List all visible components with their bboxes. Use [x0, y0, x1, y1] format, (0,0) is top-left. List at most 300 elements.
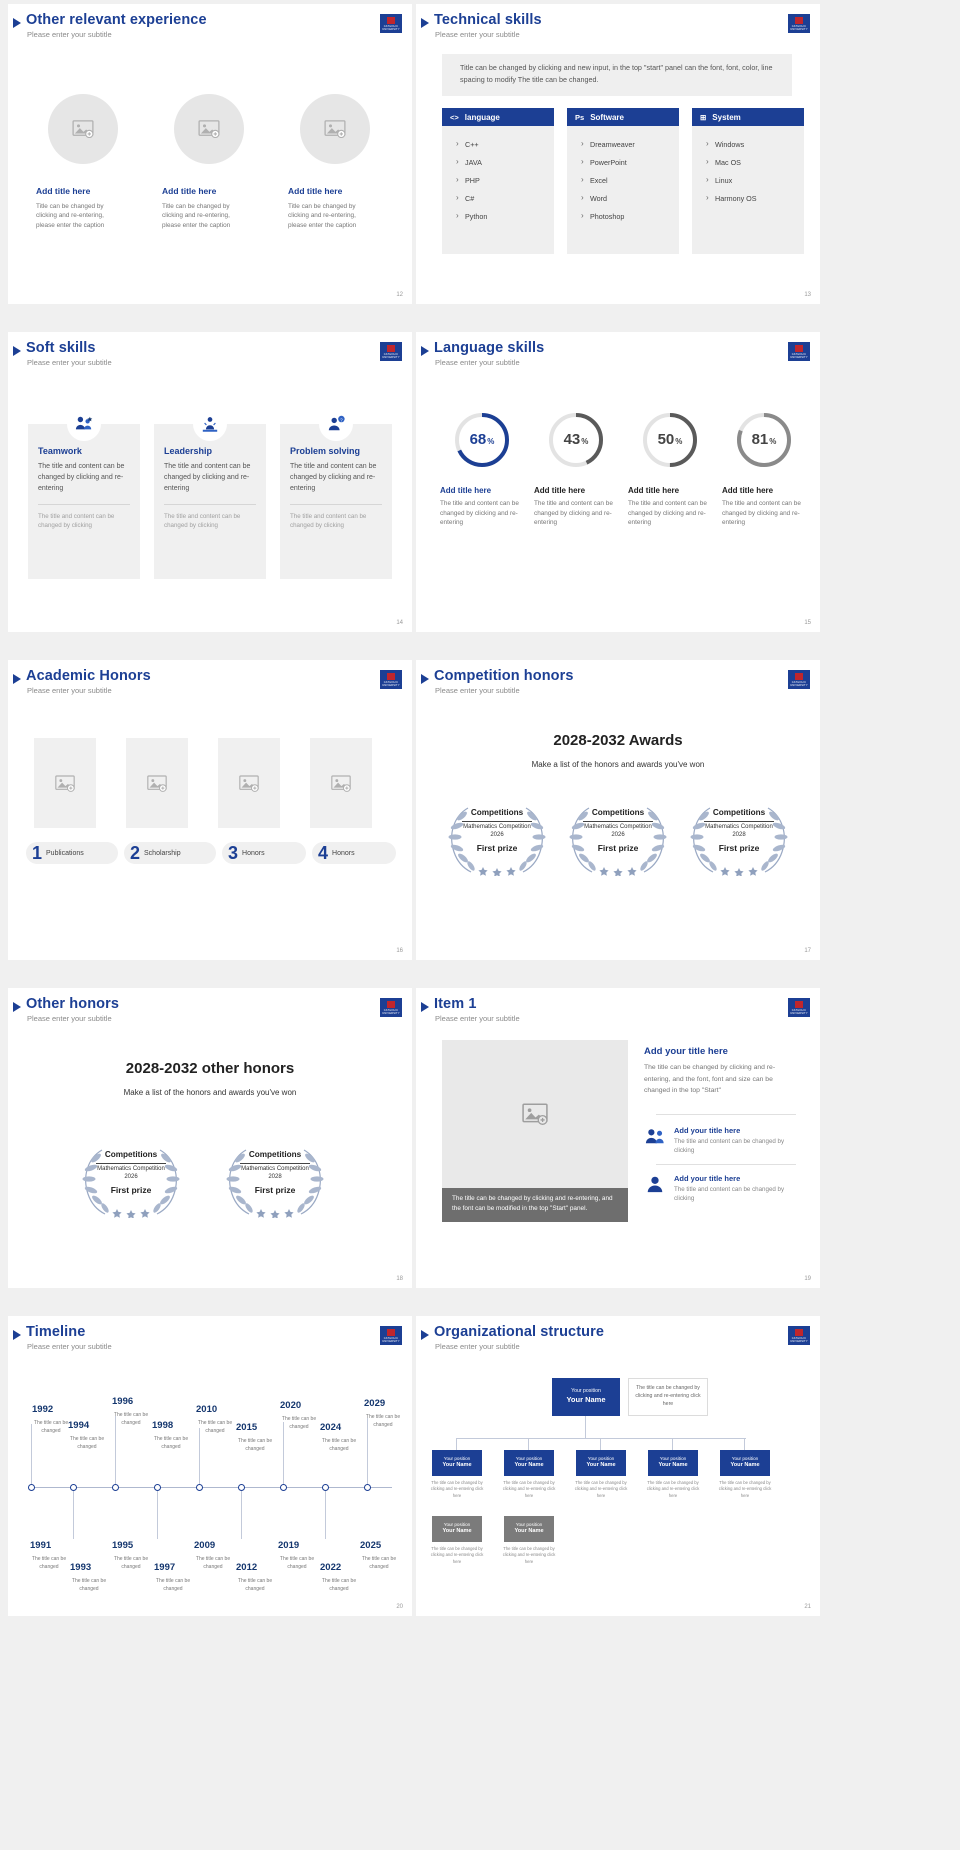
- column-body: [442, 126, 554, 254]
- wreath-prize: First prize: [110, 1185, 152, 1195]
- timeline-dot[interactable]: [196, 1484, 203, 1491]
- timeline-dot[interactable]: [112, 1484, 119, 1491]
- pill-number: 2: [130, 843, 141, 863]
- award-wreath-1[interactable]: [438, 798, 556, 876]
- list-item: › Photoshop: [581, 212, 673, 221]
- slide-number: 14: [396, 620, 403, 626]
- divider: [96, 1163, 166, 1164]
- university-logo-icon: CATHOLIC UNIVERSITY: [380, 670, 402, 689]
- slide-competition-honors[interactable]: [416, 660, 820, 960]
- ring-title: Add title here: [440, 486, 492, 495]
- org-node-4[interactable]: [648, 1450, 698, 1476]
- timeline-dot[interactable]: [154, 1484, 161, 1491]
- card-footer: The title and content can be changed by clicking: [38, 512, 115, 529]
- page-subtitle: Please enter your subtitle: [27, 30, 112, 39]
- item-title-1: Add title here: [36, 186, 91, 196]
- timeline-year: 2029: [364, 1398, 386, 1409]
- org-name: Your Name: [514, 1528, 544, 1535]
- wreath-meta-1: Mathematics Competition: [705, 824, 773, 830]
- timeline-dot[interactable]: [280, 1484, 287, 1491]
- timeline-text: The title can be changed: [155, 1578, 191, 1592]
- slide-timeline[interactable]: [8, 1316, 412, 1616]
- list-item: › Excel: [581, 176, 673, 185]
- photo-placeholder-2[interactable]: [174, 94, 244, 164]
- photo-placeholder-1[interactable]: [48, 94, 118, 164]
- ring-unit: %: [487, 437, 495, 446]
- wreath-meta-2: 2026: [611, 832, 625, 838]
- divider: [462, 821, 532, 822]
- org-root-note: The title can be changed by clicking and re-entering click here: [628, 1378, 708, 1416]
- ring-body: The title and content can be changed by clicking and re-entering: [628, 500, 707, 527]
- org-caption: The title can be changed by clicking and re-entering click here: [574, 1480, 628, 1498]
- page-title: Competition honors: [434, 668, 574, 684]
- wreath-meta-2: 2028: [268, 1174, 282, 1180]
- timeline-text: The title can be changed: [71, 1578, 107, 1592]
- org-name: Your Name: [658, 1462, 688, 1469]
- university-logo-icon: CATHOLIC UNIVERSITY: [788, 14, 810, 33]
- people-icon: [644, 1126, 666, 1156]
- honor-pill-3[interactable]: [222, 842, 306, 864]
- ring-unit: %: [769, 437, 777, 446]
- divider: [656, 1164, 796, 1165]
- pill-number: 1: [32, 843, 43, 863]
- timeline-stem: [325, 1491, 326, 1539]
- awards-lead: Make a list of the honors and awards you've won: [123, 1088, 297, 1097]
- language-ring-1[interactable]: [440, 410, 524, 528]
- language-ring-3[interactable]: [628, 410, 712, 528]
- wreath-prize: First prize: [597, 843, 639, 853]
- image-placeholder-icon: [239, 775, 259, 792]
- wreath-meta-1: Mathematics Competition: [241, 1166, 309, 1172]
- arrow-icon: [13, 1330, 21, 1340]
- org-name: Your Name: [730, 1462, 760, 1469]
- timeline-text: The title can be changed: [33, 1420, 69, 1434]
- slide-number: 13: [804, 292, 811, 298]
- image-placeholder-icon: [331, 775, 351, 792]
- pill-number: 4: [318, 843, 329, 863]
- list-item: › JAVA: [456, 158, 548, 167]
- code-icon: <>: [450, 112, 459, 122]
- page-subtitle: Please enter your subtitle: [435, 686, 520, 695]
- slide-number: 20: [396, 1604, 403, 1610]
- pill-label: Scholarship: [144, 849, 181, 857]
- item-title-2: Add title here: [162, 186, 217, 196]
- timeline-year: 2019: [278, 1540, 300, 1551]
- org-node-7[interactable]: [504, 1516, 554, 1542]
- timeline-text: The title can be changed: [279, 1556, 315, 1570]
- column-title: language: [464, 112, 500, 122]
- page-title: Timeline: [26, 1324, 86, 1340]
- timeline-text: The title can be changed: [361, 1556, 397, 1570]
- org-caption: The title can be changed by clicking and re-entering click here: [646, 1480, 700, 1498]
- timeline-year: 1996: [112, 1396, 134, 1407]
- ring-body: The title and content can be changed by clicking and re-entering: [722, 500, 801, 527]
- slide-organizational-structure[interactable]: [416, 1316, 820, 1616]
- slide-number: 19: [804, 1276, 811, 1282]
- honor-image-4[interactable]: [310, 738, 372, 828]
- wreath-name: Competitions: [712, 808, 766, 817]
- timeline-text: The title can be changed: [195, 1556, 231, 1570]
- org-connector: [456, 1438, 457, 1450]
- honor-image-1[interactable]: [34, 738, 96, 828]
- timeline-year: 1997: [154, 1562, 176, 1573]
- slide-number: 18: [396, 1276, 403, 1282]
- slide-number: 12: [396, 292, 403, 298]
- slide-other-honors[interactable]: [8, 988, 412, 1288]
- org-caption: The title can be changed by clicking and re-entering click here: [430, 1546, 484, 1564]
- timeline-text: The title can be changed: [365, 1414, 401, 1428]
- arrow-icon: [13, 18, 21, 28]
- progress-ring: [734, 410, 794, 470]
- page-title: Other honors: [26, 996, 120, 1012]
- photoshop-icon: Ps: [575, 112, 585, 122]
- ring-title: Add title here: [534, 486, 586, 495]
- university-logo-icon: CATHOLIC UNIVERSITY: [380, 14, 402, 33]
- award-wreath-3[interactable]: [680, 798, 798, 876]
- awards-lead: Make a list of the honors and awards you've won: [531, 760, 705, 769]
- item-body-1: Title can be changed by clicking and re-entering, please enter the caption: [36, 203, 105, 229]
- org-node-6[interactable]: [432, 1516, 482, 1542]
- timeline-dot[interactable]: [238, 1484, 245, 1491]
- teamwork-icon: [67, 407, 101, 441]
- wreath-prize: First prize: [718, 843, 760, 853]
- card-title: Teamwork: [38, 446, 82, 456]
- arrow-icon: [421, 674, 429, 684]
- org-name: Your Name: [442, 1528, 472, 1535]
- arrow-icon: [421, 18, 429, 28]
- problem-solving-icon: [319, 407, 353, 441]
- timeline-year: 2015: [236, 1422, 258, 1433]
- page-subtitle: Please enter your subtitle: [27, 358, 112, 367]
- awards-heading: 2028-2032 other honors: [125, 1060, 295, 1077]
- org-caption: The title can be changed by clicking and re-entering click here: [718, 1480, 772, 1498]
- university-logo-icon: CATHOLIC UNIVERSITY: [380, 998, 402, 1017]
- page-subtitle: Please enter your subtitle: [27, 686, 112, 695]
- university-logo-icon: CATHOLIC UNIVERSITY: [788, 342, 810, 361]
- ring-value: 68: [469, 431, 487, 448]
- list-item: › C#: [456, 194, 548, 203]
- honor-pill-2[interactable]: [124, 842, 216, 864]
- org-root-box[interactable]: [552, 1378, 620, 1416]
- column-header: [442, 108, 554, 126]
- org-role: Your position: [515, 1455, 543, 1461]
- progress-ring: [452, 410, 512, 470]
- other-honor-wreath-1[interactable]: [72, 1140, 190, 1218]
- org-role: Your position: [587, 1455, 615, 1461]
- divider: [583, 821, 653, 822]
- column-title: System: [712, 112, 741, 122]
- org-caption: The title can be changed by clicking and re-entering click here: [430, 1480, 484, 1498]
- slide-academic-honors[interactable]: [8, 660, 412, 960]
- person-icon: [644, 1174, 666, 1204]
- timeline-text: The title can be changed: [153, 1436, 189, 1450]
- timeline-stem: [73, 1491, 74, 1539]
- ring-body: The title and content can be changed by clicking and re-entering: [534, 500, 613, 527]
- timeline-year: 2024: [320, 1422, 342, 1433]
- page-subtitle: Please enter your subtitle: [27, 1014, 112, 1023]
- timeline-stem: [241, 1491, 242, 1539]
- list-item: › Linux: [706, 176, 798, 185]
- image-caption: The title can be changed by clicking and re-entering, and the font can be modified in the top "Start" panel.: [442, 1188, 628, 1222]
- wreath-meta-1: Mathematics Competition: [463, 824, 531, 830]
- ring-value: 50: [657, 431, 675, 448]
- timeline-text: The title can be changed: [281, 1416, 317, 1430]
- photo-placeholder-3[interactable]: [300, 94, 370, 164]
- honor-pill-4[interactable]: [312, 842, 396, 864]
- list-item: › Dreamweaver: [581, 140, 673, 149]
- timeline-text: The title can be changed: [321, 1578, 357, 1592]
- timeline-stem: [157, 1491, 158, 1539]
- language-ring-4[interactable]: [722, 410, 806, 528]
- column-body: [567, 126, 679, 254]
- column-title: Software: [590, 112, 624, 122]
- wreath-prize: First prize: [254, 1185, 296, 1195]
- page-subtitle: Please enter your subtitle: [435, 358, 520, 367]
- item-title-3: Add title here: [288, 186, 343, 196]
- page-title: Academic Honors: [26, 668, 151, 684]
- list-item: › Word: [581, 194, 673, 203]
- university-logo-icon: CATHOLIC UNIVERSITY: [380, 1326, 402, 1345]
- wreath-name: Competitions: [470, 808, 524, 817]
- awards-heading: 2028-2032 Awards: [553, 732, 683, 749]
- pill-label: Honors: [242, 849, 265, 857]
- detail-row-2[interactable]: [644, 1174, 796, 1204]
- timeline-text: The title can be changed: [69, 1436, 105, 1450]
- ring-body: The title and content can be changed by clicking and re-entering: [440, 500, 519, 527]
- arrow-icon: [13, 674, 21, 684]
- timeline-year: 1998: [152, 1420, 174, 1431]
- university-logo-icon: CATHOLIC UNIVERSITY: [788, 998, 810, 1017]
- wreath-prize: First prize: [476, 843, 518, 853]
- org-role: Your position: [659, 1455, 687, 1461]
- list-item: › Mac OS: [706, 158, 798, 167]
- card-title: Problem solving: [290, 446, 361, 456]
- divider: [656, 1114, 796, 1115]
- ring-title: Add title here: [722, 486, 774, 495]
- list-item: › Harmony OS: [706, 194, 798, 203]
- wreath-meta-1: Mathematics Competition: [97, 1166, 165, 1172]
- right-title: Add your title here: [644, 1046, 728, 1057]
- image-placeholder-icon: [324, 120, 346, 138]
- page-subtitle: Please enter your subtitle: [435, 1014, 520, 1023]
- timeline-dot[interactable]: [28, 1484, 35, 1491]
- skill-column-software[interactable]: [567, 108, 679, 254]
- timeline-axis: [28, 1487, 392, 1488]
- item-body-3: Title can be changed by clicking and re-entering, please enter the caption: [288, 203, 357, 229]
- page-title: Organizational structure: [434, 1324, 604, 1340]
- timeline-year: 1993: [70, 1562, 92, 1573]
- slide-technical-skills[interactable]: [416, 4, 820, 304]
- org-role: Your position: [443, 1521, 471, 1527]
- row-title: Add your title here: [674, 1126, 741, 1135]
- arrow-icon: [13, 1002, 21, 1012]
- ring-unit: %: [581, 437, 589, 446]
- detail-row-1[interactable]: [644, 1126, 796, 1156]
- image-placeholder-icon: [72, 120, 94, 138]
- org-node-5[interactable]: [720, 1450, 770, 1476]
- slide-other-relevant-experience[interactable]: [8, 4, 412, 304]
- org-name: Your Name: [514, 1462, 544, 1469]
- timeline-dot[interactable]: [70, 1484, 77, 1491]
- language-ring-2[interactable]: [534, 410, 618, 528]
- org-connector: [528, 1438, 529, 1450]
- timeline-dot[interactable]: [364, 1484, 371, 1491]
- list-item: › C++: [456, 140, 548, 149]
- right-body: The title can be changed by clicking and re-entering, and the font, font and size can be changed in the top "Start": [644, 1064, 776, 1095]
- org-connector: [672, 1438, 673, 1450]
- ring-value: 43: [563, 431, 581, 448]
- wreath-meta-2: 2026: [490, 832, 504, 838]
- slide-number: 15: [804, 620, 811, 626]
- page-subtitle: Please enter your subtitle: [435, 1342, 520, 1351]
- pill-label: Honors: [332, 849, 355, 857]
- slide-number: 17: [804, 948, 811, 954]
- org-role: Your position: [515, 1521, 543, 1527]
- soft-skill-card-leadership[interactable]: [154, 424, 266, 579]
- pill-number: 3: [228, 843, 239, 863]
- university-logo-icon: CATHOLIC UNIVERSITY: [788, 1326, 810, 1345]
- ring-title: Add title here: [628, 486, 680, 495]
- windows-icon: ⊞: [700, 112, 707, 122]
- timeline-year: 1994: [68, 1420, 90, 1431]
- arrow-icon: [13, 346, 21, 356]
- slide-number: 21: [804, 1604, 811, 1610]
- timeline-year: 1991: [30, 1540, 52, 1551]
- card-body: The title and content can be changed by clicking and re-entering: [38, 463, 125, 492]
- column-header: [692, 108, 804, 126]
- card-footer: The title and content can be changed by clicking: [290, 512, 367, 529]
- award-wreath-2[interactable]: [559, 798, 677, 876]
- timeline-year: 1992: [32, 1404, 54, 1415]
- card-title: Leadership: [164, 446, 213, 456]
- list-item: › PowerPoint: [581, 158, 673, 167]
- slide-soft-skills[interactable]: [8, 332, 412, 632]
- page-title: Technical skills: [434, 12, 542, 28]
- timeline-year: 1995: [112, 1540, 134, 1551]
- list-item: › Python: [456, 212, 548, 221]
- timeline-stem: [199, 1428, 200, 1484]
- item-body-2: Title can be changed by clicking and re-entering, please enter the caption: [162, 203, 231, 229]
- wreath-name: Competitions: [591, 808, 645, 817]
- skill-column-system[interactable]: [692, 108, 804, 254]
- other-honor-wreath-2[interactable]: [216, 1140, 334, 1218]
- honor-pill-row: [26, 842, 396, 864]
- org-node-3[interactable]: [576, 1450, 626, 1476]
- timeline-year: 2020: [280, 1400, 302, 1411]
- leadership-icon: [193, 407, 227, 441]
- arrow-icon: [421, 1330, 429, 1340]
- org-name: Your Name: [442, 1462, 472, 1469]
- page-title: Language skills: [434, 340, 545, 356]
- arrow-icon: [421, 346, 429, 356]
- timeline-year: 2025: [360, 1540, 382, 1551]
- slide-language-skills[interactable]: [416, 332, 820, 632]
- slide-item-1[interactable]: [416, 988, 820, 1288]
- list-item: › PHP: [456, 176, 548, 185]
- timeline-dot[interactable]: [322, 1484, 329, 1491]
- image-placeholder-icon: [55, 775, 75, 792]
- timeline-year: 2010: [196, 1404, 218, 1415]
- instruction-note: Title can be changed by clicking and new input, in the top "start" panel can the font, font, color, line spacing to modify The title can be changed.: [442, 54, 792, 96]
- org-connector: [600, 1438, 601, 1450]
- wreath-meta-2: 2026: [124, 1174, 138, 1180]
- column-header: [567, 108, 679, 126]
- image-placeholder-icon: [147, 775, 167, 792]
- org-role: Your position: [731, 1455, 759, 1461]
- image-placeholder-icon: [522, 1103, 548, 1125]
- arrow-icon: [421, 1002, 429, 1012]
- page-subtitle: Please enter your subtitle: [27, 1342, 112, 1351]
- timeline-text: The title can be changed: [237, 1578, 273, 1592]
- row-body: The title and content can be changed by clicking: [674, 1138, 785, 1155]
- divider: [164, 504, 256, 505]
- timeline-stem: [283, 1422, 284, 1484]
- pill-label: Publications: [46, 849, 84, 857]
- honor-image-2[interactable]: [126, 738, 188, 828]
- wreath-name: Competitions: [248, 1150, 302, 1159]
- timeline-text: The title can be changed: [113, 1556, 149, 1570]
- row-body: The title and content can be changed by clicking: [674, 1186, 785, 1203]
- org-role: Your position: [571, 1387, 601, 1394]
- timeline-year: 2022: [320, 1562, 342, 1573]
- card-body: The title and content can be changed by clicking and re-entering: [164, 463, 251, 492]
- svg-text:?: ?: [340, 417, 343, 423]
- timeline-text: The title can be changed: [237, 1438, 273, 1452]
- timeline-text: The title can be changed: [321, 1438, 357, 1452]
- org-connector: [456, 1438, 746, 1439]
- timeline-text: The title can be changed: [197, 1420, 233, 1434]
- timeline-year: 2012: [236, 1562, 258, 1573]
- skill-column-language[interactable]: [442, 108, 554, 254]
- wreath-meta-2: 2028: [732, 832, 746, 838]
- progress-ring: [640, 410, 700, 470]
- soft-skill-card-teamwork[interactable]: [28, 424, 140, 579]
- column-body: [692, 126, 804, 254]
- org-connector: [585, 1416, 586, 1438]
- honor-pill-1[interactable]: [26, 842, 118, 864]
- card-footer: The title and content can be changed by clicking: [164, 512, 241, 529]
- timeline-text: The title can be changed: [31, 1556, 67, 1570]
- image-placeholder-icon: [198, 120, 220, 138]
- org-connector: [744, 1438, 745, 1450]
- soft-skill-card-problem-solving[interactable]: [280, 417, 392, 579]
- org-name: Your Name: [566, 1395, 606, 1405]
- divider: [240, 1163, 310, 1164]
- page-subtitle: Please enter your subtitle: [435, 30, 520, 39]
- university-logo-icon: CATHOLIC UNIVERSITY: [380, 342, 402, 361]
- page-title: Item 1: [434, 996, 477, 1012]
- slide-number: 16: [396, 948, 403, 954]
- page-title: Soft skills: [26, 340, 96, 356]
- org-caption: The title can be changed by clicking and re-entering click here: [502, 1480, 556, 1498]
- page-title: Other relevant experience: [26, 12, 207, 28]
- org-node-1[interactable]: [432, 1450, 482, 1476]
- progress-ring: [546, 410, 606, 470]
- row-title: Add your title here: [674, 1174, 741, 1183]
- divider: [704, 821, 774, 822]
- org-role: Your position: [443, 1455, 471, 1461]
- main-image-placeholder[interactable]: [442, 1040, 628, 1188]
- wreath-name: Competitions: [104, 1150, 158, 1159]
- divider: [290, 504, 382, 505]
- org-node-2[interactable]: [504, 1450, 554, 1476]
- honor-image-3[interactable]: [218, 738, 280, 828]
- ring-unit: %: [675, 437, 683, 446]
- ring-value: 81: [751, 431, 769, 448]
- list-item: › Windows: [706, 140, 798, 149]
- org-caption: The title can be changed by clicking and re-entering click here: [502, 1546, 556, 1564]
- card-body: The title and content can be changed by clicking and re-entering: [290, 463, 377, 492]
